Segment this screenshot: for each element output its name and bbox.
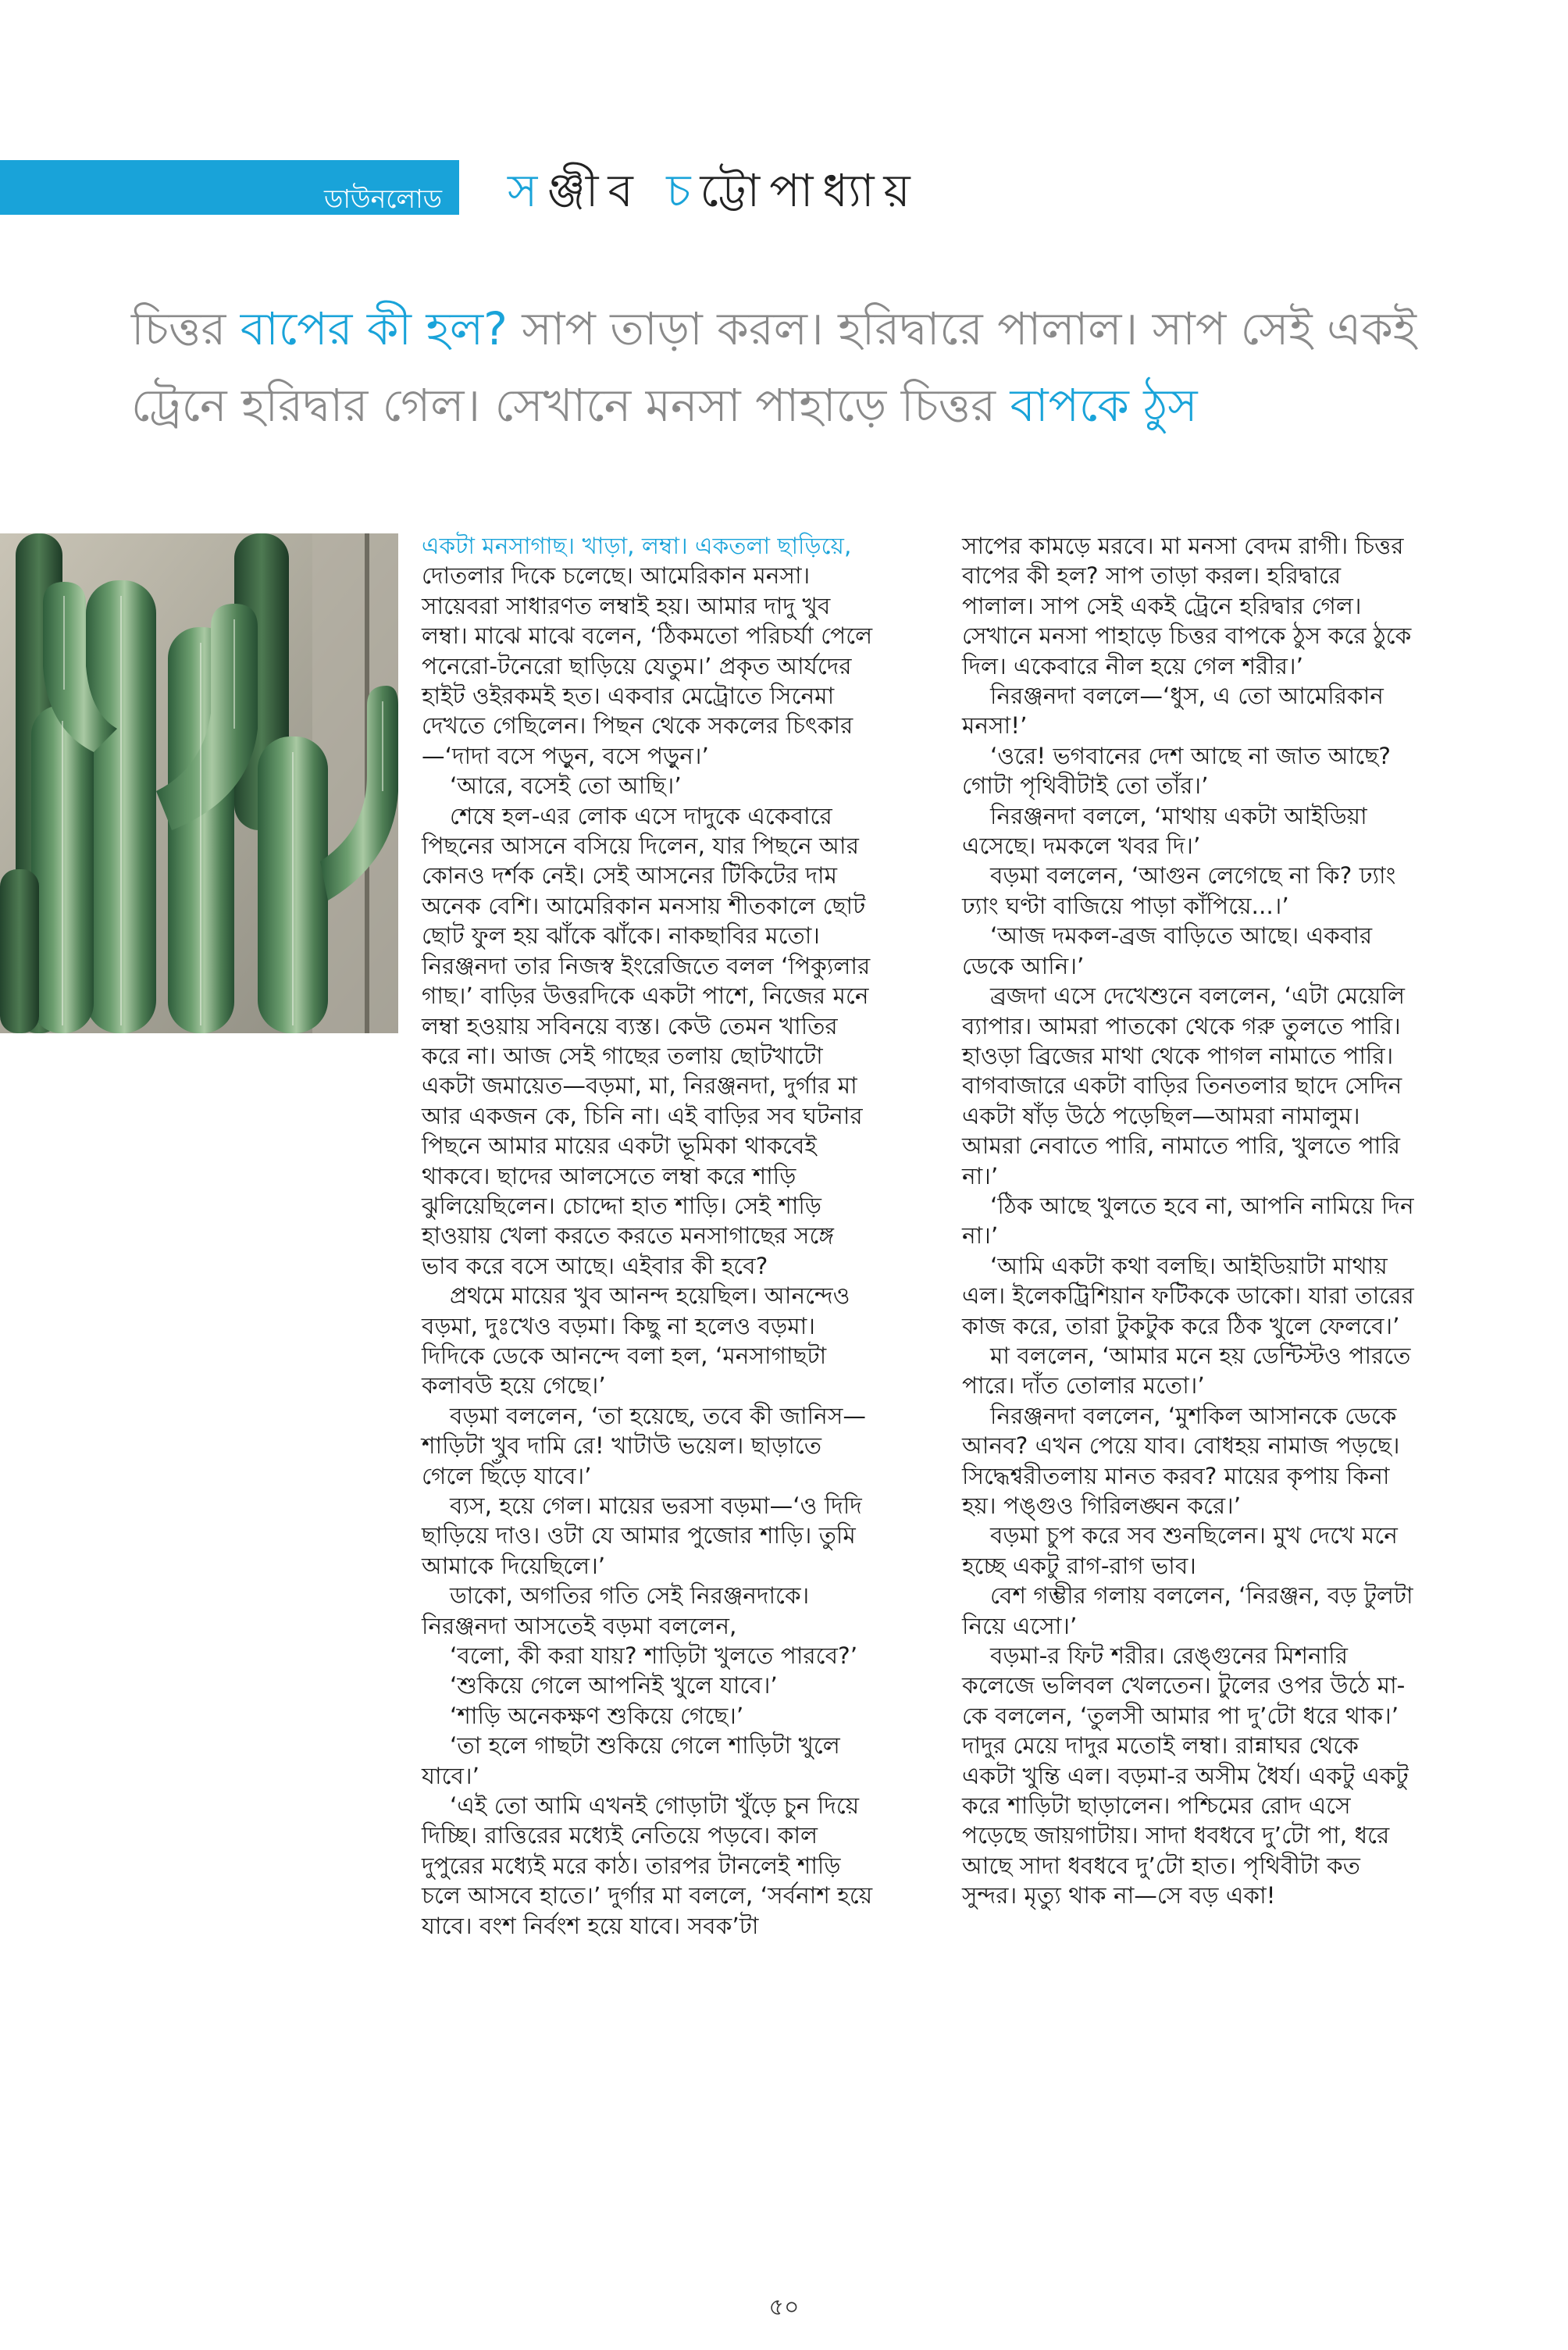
section-label: ডাউনলোড	[324, 184, 442, 214]
page-number: ৫০	[768, 2294, 800, 2321]
paragraph: ‘তা হলে গাছটা শুকিয়ে গেলে শাড়িটা খুলে যাবে।’	[422, 1732, 840, 1789]
paragraph: বড়মা চুপ করে সব শুনছিলেন। মুখ দেখে মনে হচ্ছে একটু রাগ-রাগ ভাব।	[962, 1522, 1398, 1579]
paragraph: ‘ওরে! ভগবানের দেশ আছে না জাত আছে? গোটা পৃথিবীটাই তো তাঁর।’	[962, 742, 1391, 800]
paragraph: বড়মা বললেন, ‘তা হয়েছে, তবে কী জানিস—শাড়িটা খুব দামি রে! খাটাউ ভয়েল। ছাড়াতে গেলে ছিঁড়ে যাবে।’	[422, 1402, 866, 1489]
paragraph: শেষে হল-এর লোক এসে দাদুকে একেবারে পিছনের আসনে বসিয়ে দিলেন, যার পিছনে আর কোনও দর্শক নেই। সেই আসনের টিকিটের দাম অনেক বেশি। আমেরিকান মনসায় শীতকালে ছোট ছোট ফুল হয় ঝাঁকে ঝাঁকে। নাকছাবির মতো। নিরঞ্জনদা তার নিজস্ব ইংরেজিতে বলল ‘পিক্যুলার গাছ।’ বাড়ির উত্তরদিকে একটা পাশে, নিজের মনে লম্বা হওয়ায় সবিনয়ে ব্যস্ত। কেউ তেমন খাতির করে না। আজ সেই গাছের তলায় ছোটখাটো একটা জমায়েত—বড়মা, মা, নিরঞ্জনদা, দুর্গার মা আর একজন কে, চিনি না। এই বাড়ির সব ঘটনার পিছনে আমার মায়ের একটা ভূমিকা থাকবেই থাকবে। ছাদের আলসেতে লম্বা করে শাড়ি ঝুলিয়েছিলেন। চোদ্দো হাত শাড়ি। সেই শাড়ি হাওয়ায় খেলা করতে করতে মনসাগাছের সঙ্গে ভাব করে বসে আছে। এইবার কী হবে?	[422, 802, 871, 1279]
author-initial-2: চ	[666, 164, 700, 217]
paragraph: প্রথমে মায়ের খুব আনন্দ হয়েছিল। আনন্দেও বড়মা, দুঃখেও বড়মা। কিছু না হলেও বড়মা। দিদিকে ডেকে আনন্দে বলা হল, ‘মনসাগাছটা কলাবউ হয়ে গেছে।’	[422, 1282, 850, 1400]
paragraph: মা বললেন, ‘আমার মনে হয় ডেন্টিস্টও পারতে পারে। দাঁত তোলার মতো।’	[962, 1342, 1411, 1400]
paragraph: ‘ঠিক আছে খুলতে হবে না, আপনি নামিয়ে দিন না।’	[962, 1192, 1414, 1250]
cactus-photo	[0, 533, 398, 1033]
headline-highlight-1: বাপের কী হল?	[240, 302, 508, 355]
author-firstname-rest: ঞ্জীব	[547, 164, 667, 217]
paragraph: নিরঞ্জনদা বললে—‘ধুস, এ তো আমেরিকান মনসা!’	[962, 683, 1384, 740]
paragraph: বড়মা-র ফিট শরীর। রেঙ্গুনের মিশনারি কলেজে ভলিবল খেলতেন। টুলের ওপর উঠে মা-কে বললেন, ‘তুলসী আমার পা দু’টো ধরে থাক।’ দাদুর মেয়ে দাদুর মতোই লম্বা। রান্নাঘর থেকে একটা খুন্তি এল। বড়মা-র অসীম ধৈর্য। একটু একটু করে শাড়িটা ছাড়ালেন। পশ্চিমের রোদ এসে পড়েছে জায়গাটায়। সাদা ধবধবে দু’টো পা, ধরে আছে সাদা ধবধবে দু’টো হাত। পৃথিবীটা কত সুন্দর। মৃত্যু থাক না—সে বড় একা!	[962, 1642, 1409, 1910]
paragraph: ‘এই তো আমি এখনই গোড়াটা খুঁড়ে চুন দিয়ে দিচ্ছি। রাত্তিরের মধ্যেই নেতিয়ে পড়বে। কাল দুপুরের মধ্যেই মরে কাঠ। তারপর টানলেই শাড়ি চলে আসবে হাতে।’ দুর্গার মা বললে, ‘সর্বনাশ হয়ে যাবে। বংশ নির্বংশ হয়ে যাবে। সবক’টা	[422, 1792, 873, 1939]
paragraph: নিরঞ্জনদা বললে, ‘মাথায় একটা আইডিয়া এসেছে। দমকলে খবর দি।’	[962, 802, 1367, 860]
paragraph: ‘শাড়ি অনেকক্ষণ শুকিয়ে গেছে।’	[450, 1702, 744, 1729]
paragraph: ‘আমি একটা কথা বলছি। আইডিয়াটা মাথায় এল। ইলেকট্রিশিয়ান ফটিককে ডাকো। যারা তারের কাজ করে, তারা টুকটুক করে ঠিক খুলে ফেলবে।’	[962, 1252, 1414, 1339]
headline-seg-2: সাপ তাড়া করল। হরিদ্বারে পালাল। সাপ সেই একই ট্রেনে হরিদ্বার গেল। সেখানে মনসা পাহাড়ে চিত্তর	[131, 302, 1417, 432]
paragraph: ‘আজ দমকল-ব্রজ বাড়িতে আছে। একবার ডেকে আনি।’	[962, 922, 1373, 979]
paragraph: ডাকো, অগতির গতি সেই নিরঞ্জনদাকে। নিরঞ্জনদা আসতেই বড়মা বললেন,	[422, 1582, 810, 1639]
article-column-left	[422, 531, 875, 1941]
headline-highlight-2: বাপকে ঠুস	[1010, 379, 1198, 432]
lead-in-text: একটা মনসাগাছ। খাড়া, লম্বা। একতলা ছাড়িয়ে,	[422, 533, 852, 559]
author-surname-rest: ট্টোপাধ্যায়	[700, 164, 920, 217]
paragraph: বড়মা বললেন, ‘আগুন লেগেছে না কি? ঢ্যাং ঢ্যাং ঘণ্টা বাজিয়ে পাড়া কাঁপিয়ে...।’	[962, 862, 1396, 919]
author-initial-1: স	[508, 164, 547, 217]
paragraph: ‘বলো, কী করা যায়? শাড়িটা খুলতে পারবে?’	[450, 1642, 858, 1670]
paragraph: নিরঞ্জনদা বললেন, ‘মুশকিল আসানকে ডেকে আনব? এখন পেয়ে যাব। বোধহয় নামাজ পড়ছে। সিদ্ধেশ্বরীতলায় মানত করব? মায়ের কৃপায় কিনা হয়। পঙ্গুও গিরিলঙ্ঘন করে।’	[962, 1402, 1400, 1519]
author-name	[508, 156, 920, 232]
paragraph: ‘শুকিয়ে গেলে আপনিই খুলে যাবে।’	[450, 1672, 778, 1699]
article-column-right	[962, 531, 1415, 1911]
section-banner	[0, 160, 459, 215]
headline-seg-1: চিত্তর	[131, 302, 241, 355]
paragraph: সাপের কামড়ে মরবে। মা মনসা বেদম রাগী। চিত্তর বাপের কী হল? সাপ তাড়া করল। হরিদ্বারে পালাল। সাপ সেই একই ট্রেনে হরিদ্বার গেল। সেখানে মনসা পাহাড়ে চিত্তর বাপকে ঠুস করে ঠুকে দিল। একেবারে নীল হয়ে গেল শরীর।’	[962, 533, 1412, 679]
paragraph: বেশ গম্ভীর গলায় বললেন, ‘নিরঞ্জন, বড় টুলটা নিয়ে এসো।’	[962, 1582, 1413, 1639]
pull-quote-headline	[131, 291, 1459, 444]
paragraph: ব্যস, হয়ে গেল। মায়ের ভরসা বড়মা—‘ও দিদি ছাড়িয়ে দাও। ওটা যে আমার পুজোর শাড়ি। তুমি আমাকে দিয়েছিলে।’	[422, 1492, 862, 1579]
paragraph: দোতলার দিকে চলেছে। আমেরিকান মনসা। সায়েবরা সাধারণত লম্বাই হয়। আমার দাদু খুব লম্বা। মাঝে মাঝে বলেন, ‘ঠিকমতো পরিচর্যা পেলে পনেরো-টনেরো ছাড়িয়ে যেতুম।’ প্রকৃত আর্যদের হাইট ওইরকমই হত। একবার মেট্রোতে সিনেমা দেখতে গেছিলেন। পিছন থেকে সকলের চিৎকার—‘দাদা বসে পড়ুন, বসে পড়ুন।’	[422, 562, 873, 769]
paragraph: ‘আরে, বসেই তো আছি।’	[450, 772, 682, 800]
paragraph: ব্রজদা এসে দেখেশুনে বললেন, ‘এটা মেয়েলি ব্যাপার। আমরা পাতকো থেকে গরু তুলতে পারি। হাওড়া ব্রিজের মাথা থেকে পাগল নামাতে পারি। বাগবাজারে একটা বাড়ির তিনতলার ছাদে সেদিন একটা ষাঁড় উঠে পড়েছিল—আমরা নামালুম। আমরা নেবাতে পারি, নামাতে পারি, খুলতে পারি না।’	[962, 982, 1405, 1189]
